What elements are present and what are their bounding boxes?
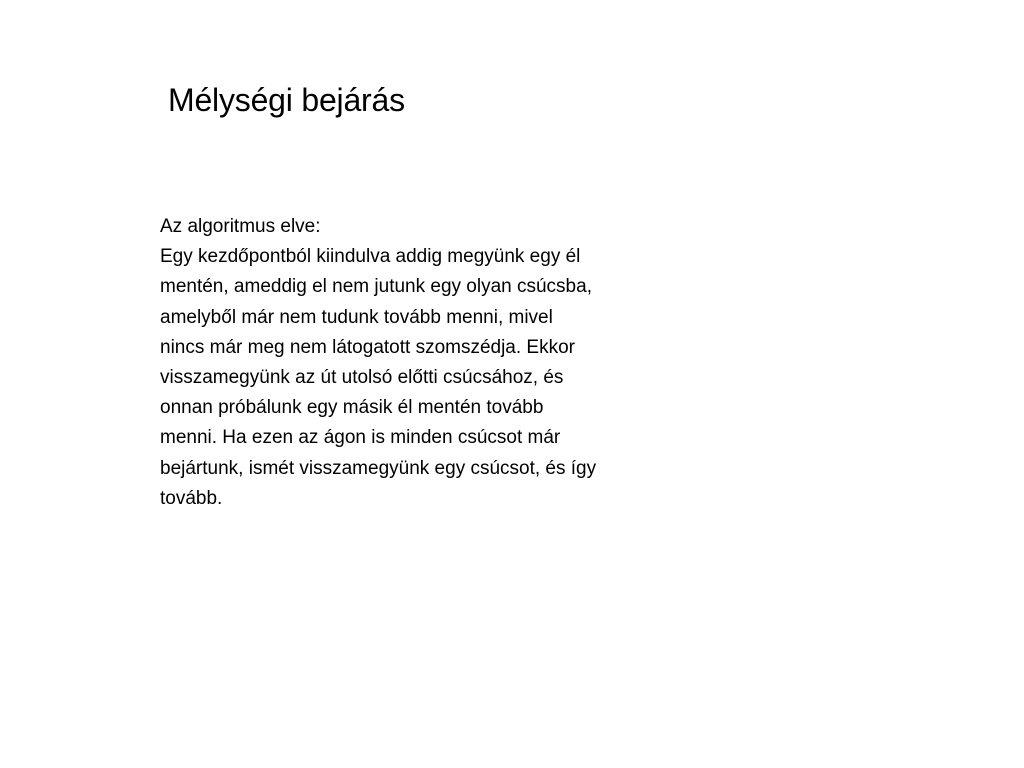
body-line: amelyből már nem tudunk tovább menni, mivel — [160, 306, 553, 328]
body-line: nincs már meg nem látogatott szomszédja. Ekkor — [160, 336, 576, 358]
body-line: Egy kezdőpontból kiindulva addig megyünk egy él — [160, 246, 581, 268]
body-line: Az algoritmus elve: — [160, 216, 321, 237]
slide-body — [160, 212, 720, 514]
body-line: menni. Ha ezen az ágon is minden csúcsot már — [160, 427, 561, 449]
body-line: visszamegyünk az út utolsó előtti csúcsához, és — [160, 367, 564, 389]
body-line: bejártunk, ismét visszamegyünk egy csúcsot, és így — [160, 457, 597, 479]
slide-title: Mélységi bejárás — [168, 82, 405, 118]
body-line: tovább. — [160, 487, 223, 509]
body-line: mentén, ameddig el nem jutunk egy olyan csúcsba, — [160, 276, 592, 298]
body-line: onnan próbálunk egy másik él mentén tovább — [160, 397, 544, 419]
